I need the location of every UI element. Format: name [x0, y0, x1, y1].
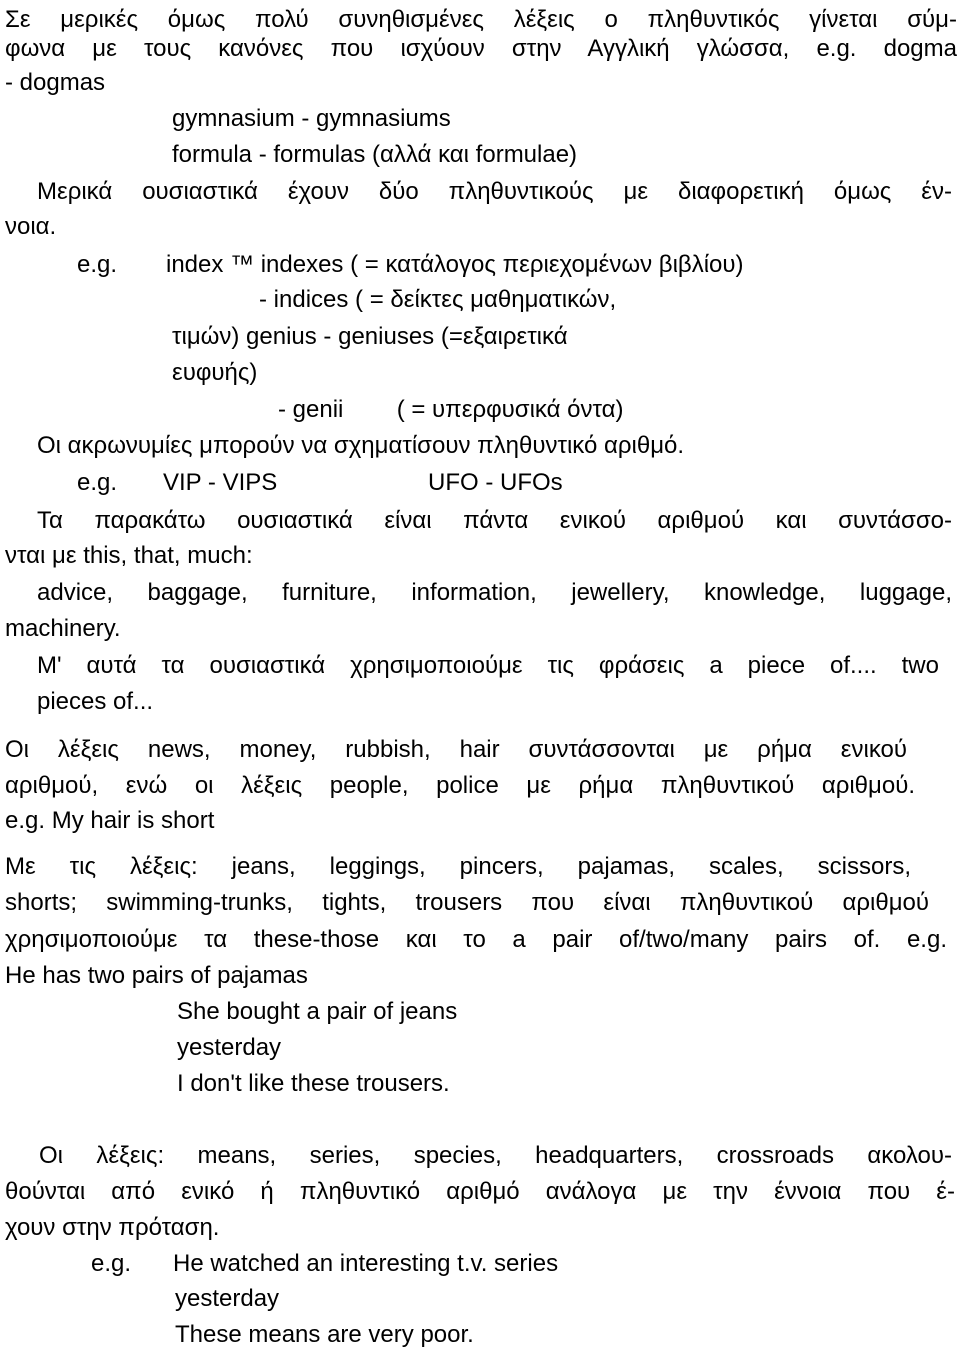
- text-line-33: χουν στην πρόταση.: [5, 1214, 220, 1241]
- text-line-11: ευφυής): [172, 359, 258, 386]
- text-line-35: yesterday: [175, 1285, 280, 1312]
- text-line-21: Οι λέξεις news, money, rubbish, hair συντάσσονται με ρήμα ενικού: [5, 736, 907, 763]
- text-line-28: She bought a pair of jeans: [177, 998, 458, 1025]
- text-line-20: pieces of...: [37, 688, 154, 715]
- text-line-6: Μερικά ουσιαστικά έχουν δύο πληθυντικούς με διαφορετική όμως έν-: [37, 178, 952, 205]
- text-line-29: yesterday: [177, 1034, 282, 1061]
- text-line-15: Τα παρακάτω ουσιαστικά είναι πάντα ενικού αριθμού και συντάσσο-: [37, 507, 952, 534]
- text-line-19: Μ' αυτά τα ουσιαστικά χρησιμοποιούμε τις φράσεις a piece of.... two: [37, 652, 939, 679]
- text-line-32: θούνται από ενικό ή πληθυντικό αριθμό ανάλογα με την έννοια που έ-: [5, 1178, 955, 1205]
- text-line-17: advice, baggage, furniture, information, jewellery, knowledge, luggage,: [37, 579, 952, 606]
- text-line-12: - genii ( = υπερφυσικά όντα): [278, 396, 624, 423]
- text-line-9: - indices ( = δείκτες μαθηματικών,: [259, 286, 617, 313]
- text-line-14-b: UFO - UFOs: [428, 469, 563, 496]
- text-line-4: gymnasium - gymnasiums: [172, 105, 451, 132]
- text-line-3: - dogmas: [5, 69, 106, 96]
- text-line-1: Σε μερικές όμως πολύ συνηθισμένες λέξεις ο πληθυντικός γίνεται σύμ-: [5, 6, 957, 33]
- text-line-36: These means are very poor.: [175, 1321, 474, 1348]
- text-line-2: φωνα με τους κανόνες που ισχύουν στην Αγγλική γλώσσα, e.g. dogma: [5, 35, 957, 62]
- text-line-7: νοια.: [5, 213, 57, 240]
- text-line-26: χρησιμοποιούμε τα these-those και το a pair of/two/many pairs of. e.g.: [5, 926, 947, 953]
- text-line-30: I don't like these trousers.: [177, 1070, 450, 1097]
- text-line-34-label: e.g.: [91, 1250, 132, 1277]
- text-line-14-a: VIP - VIPS: [163, 469, 278, 496]
- text-line-23: e.g. My hair is short: [5, 807, 215, 834]
- text-line-27: He has two pairs of pajamas: [5, 962, 308, 989]
- text-line-8: index ™ indexes ( = κατάλογος περιεχομένων βιβλίου): [166, 251, 744, 278]
- text-line-13: Οι ακρωνυμίες μπορούν να σχηματίσουν πληθυντικό αριθμό.: [37, 432, 685, 459]
- text-line-22: αριθμού, ενώ οι λέξεις people, police με ρήμα πληθυντικού αριθμού.: [5, 772, 915, 799]
- text-line-10: τιμών) genius - geniuses (=εξαιρετικά: [172, 323, 568, 350]
- text-line-25: shorts; swimming-trunks, tights, trousers που είναι πληθυντικού αριθμού: [5, 889, 929, 916]
- text-line-14-label: e.g.: [77, 469, 118, 496]
- text-line-24: Με τις λέξεις: jeans, leggings, pincers, pajamas, scales, scissors,: [5, 853, 911, 880]
- text-line-18: machinery.: [5, 615, 121, 642]
- text-line-34: He watched an interesting t.v. series: [173, 1250, 559, 1277]
- text-line-8-label: e.g.: [77, 251, 118, 278]
- text-line-31: Οι λέξεις: means, series, species, headquarters, crossroads ακολου-: [39, 1142, 952, 1169]
- text-line-5: formula - formulas (αλλά και formulae): [172, 141, 578, 168]
- text-line-16: νται με this, that, much:: [5, 542, 253, 569]
